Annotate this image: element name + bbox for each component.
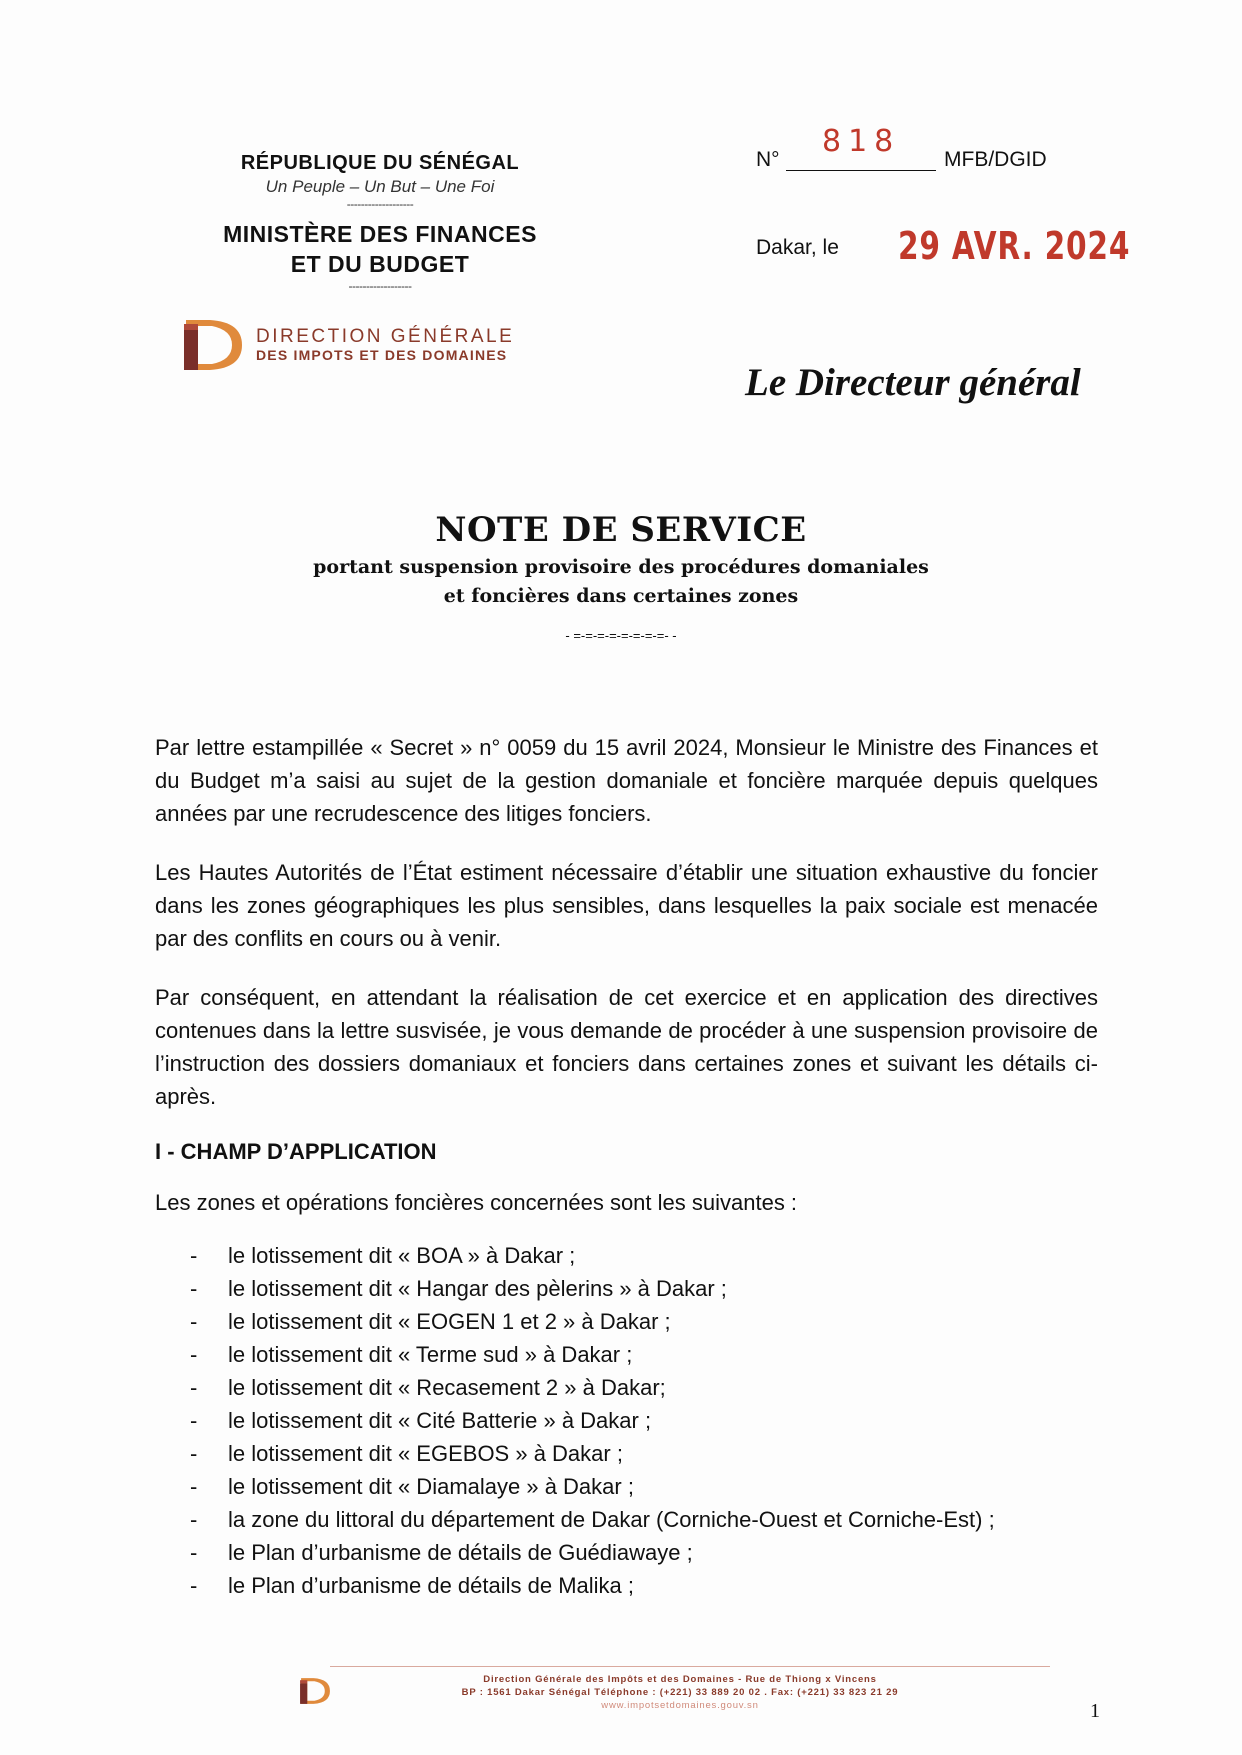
footer-website: www.impotsetdomaines.gouv.sn — [601, 1700, 759, 1711]
list-item — [190, 1503, 1098, 1536]
bullet: - — [190, 1507, 198, 1532]
letterhead-left — [150, 152, 610, 293]
list-item — [190, 1338, 1098, 1371]
national-motto: Un Peuple – Un But – Une Foi — [265, 177, 495, 196]
paragraph-3: Par conséquent, en attendant la réalisation de cet exercice et en application des directives contenues dans la lettre susvisée, je vous demande de procéder à une suspension provisoire de l’instruction des dossiers domaniaux et fonciers dans certaines zones et suivant les détails ci-après. — [155, 985, 1098, 1109]
list-item — [190, 1305, 1098, 1338]
bullet: - — [190, 1408, 198, 1433]
number-label: N° — [756, 148, 780, 171]
bullet: - — [190, 1375, 198, 1400]
subtitle-line-1: portant suspension provisoire des procédures domaniales — [313, 556, 929, 578]
list-item — [190, 1470, 1098, 1503]
section-heading: I - CHAMP D’APPLICATION — [155, 1139, 437, 1164]
list-item-text: le lotissement dit « Recasement 2 » à Dakar; — [228, 1375, 666, 1400]
bullet: - — [190, 1309, 198, 1334]
footer-logo-icon — [298, 1672, 332, 1710]
list-item — [190, 1371, 1098, 1404]
dgid-logo-block — [180, 318, 514, 372]
ministry-line-1: MINISTÈRE DES FINANCES — [223, 221, 537, 247]
section-intro: Les zones et opérations foncières concernées sont les suivantes : — [155, 1190, 798, 1215]
list-item — [190, 1569, 1098, 1602]
dgid-logo-icon — [180, 318, 246, 372]
footer-address: Direction Générale des Impôts et des Domaines - Rue de Thiong x Vincens — [483, 1674, 877, 1685]
paragraph-1: Par lettre estampillée « Secret » n° 0059 du 15 avril 2024, Monsieur le Ministre des Finances et du Budget m’a saisi au sujet de la gestion domaniale et foncière marquée depuis quelques années par une recrudescence des litiges fonciers. — [155, 735, 1098, 826]
list-item — [190, 1272, 1098, 1305]
list-item-text: le Plan d’urbanisme de détails de Guédiawaye ; — [228, 1540, 693, 1565]
list-item-text: le lotissement dit « EOGEN 1 et 2 » à Dakar ; — [228, 1309, 671, 1334]
list-item-text: le Plan d’urbanisme de détails de Malika ; — [228, 1573, 635, 1598]
title-separator: - =-=-=-=-=-=-=-=- - — [565, 628, 677, 643]
logo-line-2: DES IMPOTS ET DES DOMAINES — [256, 347, 508, 363]
footer-contact — [340, 1673, 1020, 1712]
list-item-text: le lotissement dit « Terme sud » à Dakar ; — [228, 1342, 633, 1367]
bullet: - — [190, 1342, 198, 1367]
number-stamp: 818 — [822, 124, 901, 159]
list-item — [190, 1404, 1098, 1437]
ministry-line-2: ET DU BUDGET — [290, 251, 470, 277]
paragraph-2: Les Hautes Autorités de l’État estiment nécessaire d’établir une situation exhaustive du foncier dans les zones géographiques les plus sensibles, dans lesquelles la paix sociale est menacée par des conflits en cours ou à venir. — [155, 860, 1098, 951]
bullet: - — [190, 1540, 198, 1565]
bullet: - — [190, 1441, 198, 1466]
footer-divider — [330, 1666, 1050, 1667]
dgid-logo-text — [256, 327, 514, 363]
list-item-text: le lotissement dit « BOA » à Dakar ; — [228, 1243, 576, 1268]
document-title: NOTE DE SERVICE — [435, 510, 807, 550]
list-item — [190, 1239, 1098, 1272]
logo-line-1: DIRECTION GÉNÉRALE — [256, 326, 515, 347]
list-item-text: le lotissement dit « EGEBOS » à Dakar ; — [228, 1441, 623, 1466]
signatory-title: Le Directeur général — [745, 361, 1081, 404]
document-subtitle — [0, 553, 1242, 611]
list-item-text: le lotissement dit « Cité Batterie » à Dakar ; — [228, 1408, 652, 1433]
list-item — [190, 1437, 1098, 1470]
bullet: - — [190, 1243, 198, 1268]
list-item-text: le lotissement dit « Diamalaye » à Dakar ; — [228, 1474, 634, 1499]
list-item-text: le lotissement dit « Hangar des pèlerins » à Dakar ; — [228, 1276, 727, 1301]
page-number: 1 — [1090, 1700, 1100, 1722]
document-body — [155, 731, 1098, 1602]
bullet: - — [190, 1474, 198, 1499]
bullet: - — [190, 1276, 198, 1301]
list-item — [190, 1536, 1098, 1569]
date-stamp: 29 AVR. 2024 — [898, 224, 1131, 268]
separator: ------------------ — [348, 279, 412, 293]
subtitle-line-2: et foncières dans certaines zones — [443, 585, 799, 607]
ministry-name — [150, 219, 610, 279]
date-label: Dakar, le — [756, 236, 839, 259]
number-underline — [786, 170, 936, 171]
footer-phone: BP : 1561 Dakar Sénégal Téléphone : (+221) 33 889 20 02 . Fax: (+221) 33 823 21 29 — [461, 1687, 899, 1698]
separator: ------------------- — [346, 197, 414, 211]
bullet: - — [190, 1573, 198, 1598]
list-item-text: la zone du littoral du département de Dakar (Corniche-Ouest et Corniche-Est) ; — [228, 1507, 995, 1532]
zones-list — [190, 1239, 1098, 1602]
number-reference: MFB/DGID — [944, 148, 1047, 171]
republic-heading: RÉPUBLIQUE DU SÉNÉGAL — [240, 152, 520, 174]
